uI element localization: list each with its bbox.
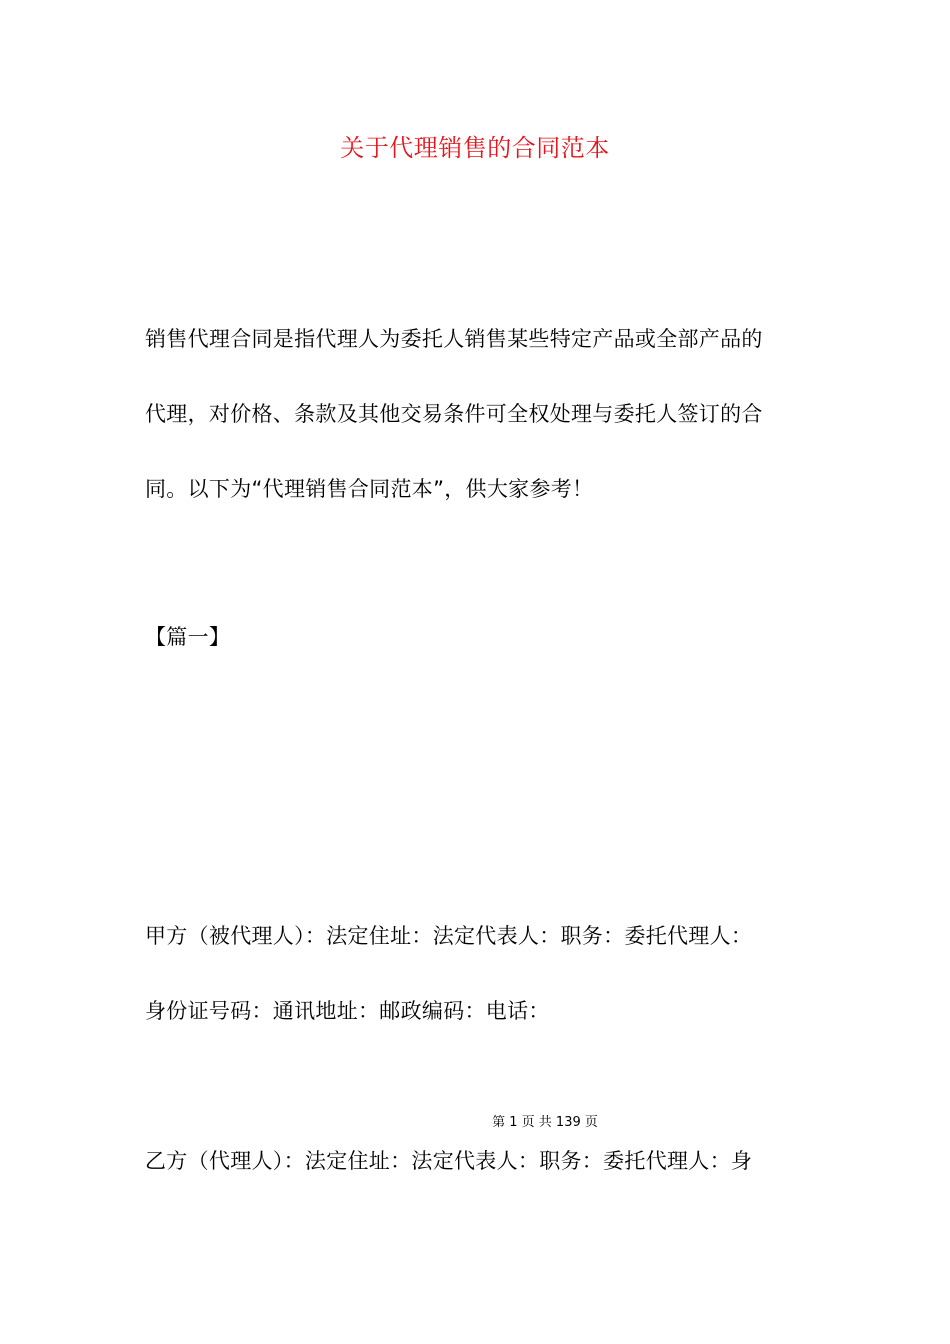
party-b-line-1: 乙方（代理人）：法定住址：法定代表人：职务：委托代理人：身 [145,1149,753,1173]
intro-line-1: 销售代理合同是指代理人为委托人销售某些特定产品或全部产品的 [145,327,763,351]
intro-line-2: 代理，对价格、条款及其他交易条件可全权处理与委托人签订的合 [145,402,763,426]
party-a-line-2: 身份证号码：通讯地址：邮政编码：电话： [145,999,550,1023]
page-footer: 第 1 页 共 139 页 [492,1115,598,1130]
document-title: 关于代理销售的合同范本 [340,134,610,162]
party-a-line-1: 甲方（被代理人）：法定住址：法定代表人：职务：委托代理人： [145,924,753,948]
intro-line-3: 同。以下为“代理销售合同范本”，供大家参考！ [145,477,594,501]
section-heading: 【篇一】 [145,625,231,649]
